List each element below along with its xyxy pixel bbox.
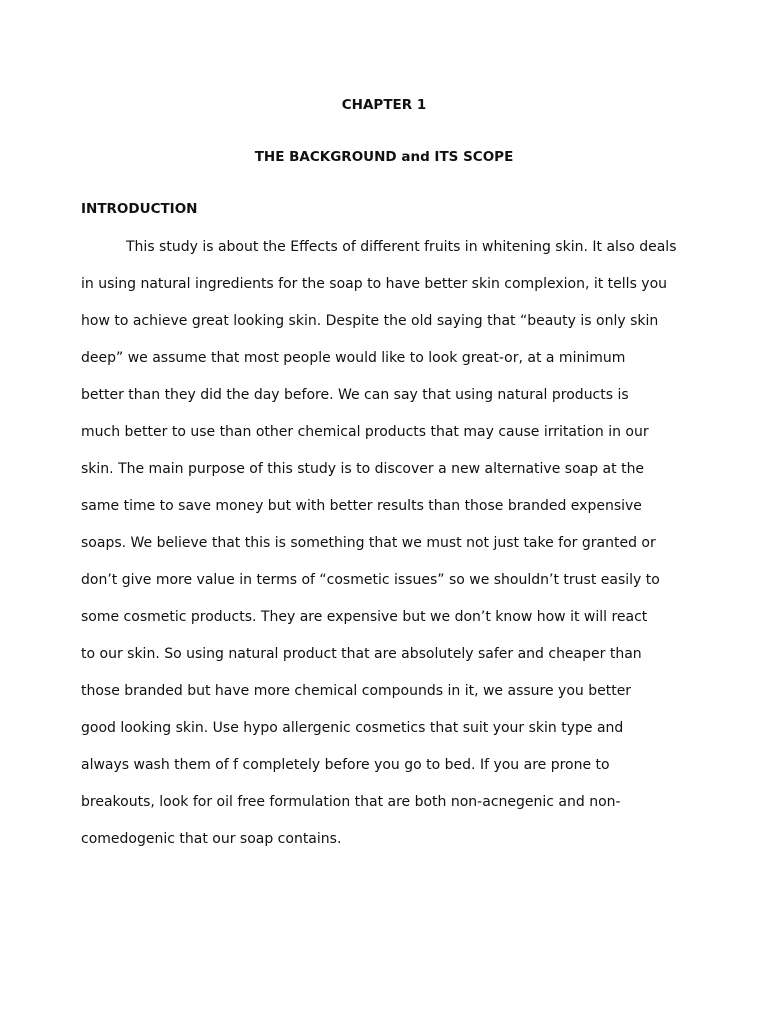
- paragraph-line: always wash them of f completely before you go to bed. If you are prone to: [81, 757, 610, 773]
- paragraph-line: much better to use than other chemical products that may cause irritation in our: [81, 424, 649, 440]
- paragraph-line: good looking skin. Use hypo allergenic cosmetics that suit your skin type and: [81, 720, 624, 736]
- section-heading: INTRODUCTION: [81, 201, 198, 217]
- paragraph-line: those branded but have more chemical compounds in it, we assure you better: [81, 683, 632, 699]
- paragraph-line: some cosmetic products. They are expensive but we don’t know how it will react: [81, 609, 648, 625]
- chapter-title: THE BACKGROUND and ITS SCOPE: [254, 149, 514, 165]
- paragraph-line: how to achieve great looking skin. Despite the old saying that “beauty is only skin: [81, 313, 659, 329]
- introduction-paragraph: [81, 236, 681, 865]
- paragraph-line: skin. The main purpose of this study is to discover a new alternative soap at the: [81, 461, 645, 477]
- paragraph-line: same time to save money but with better results than those branded expensive: [81, 498, 642, 514]
- paragraph-line: in using natural ingredients for the soap to have better skin complexion, it tells you: [81, 276, 668, 292]
- chapter-number: CHAPTER 1: [341, 97, 427, 113]
- paragraph-line: don’t give more value in terms of “cosmetic issues” so we shouldn’t trust easily to: [81, 572, 660, 588]
- paragraph-line: soaps. We believe that this is something that we must not just take for granted or: [81, 535, 656, 551]
- paragraph-line: better than they did the day before. We can say that using natural products is: [81, 387, 629, 403]
- paragraph-line: This study is about the Effects of different fruits in whitening skin. It also deals: [126, 239, 677, 255]
- paragraph-line: breakouts, look for oil free formulation that are both non-acnegenic and non-: [81, 794, 621, 810]
- paragraph-line: to our skin. So using natural product that are absolutely safer and cheaper than: [81, 646, 642, 662]
- paragraph-line: comedogenic that our soap contains.: [81, 831, 342, 847]
- paragraph-line: deep” we assume that most people would like to look great-or, at a minimum: [81, 350, 626, 366]
